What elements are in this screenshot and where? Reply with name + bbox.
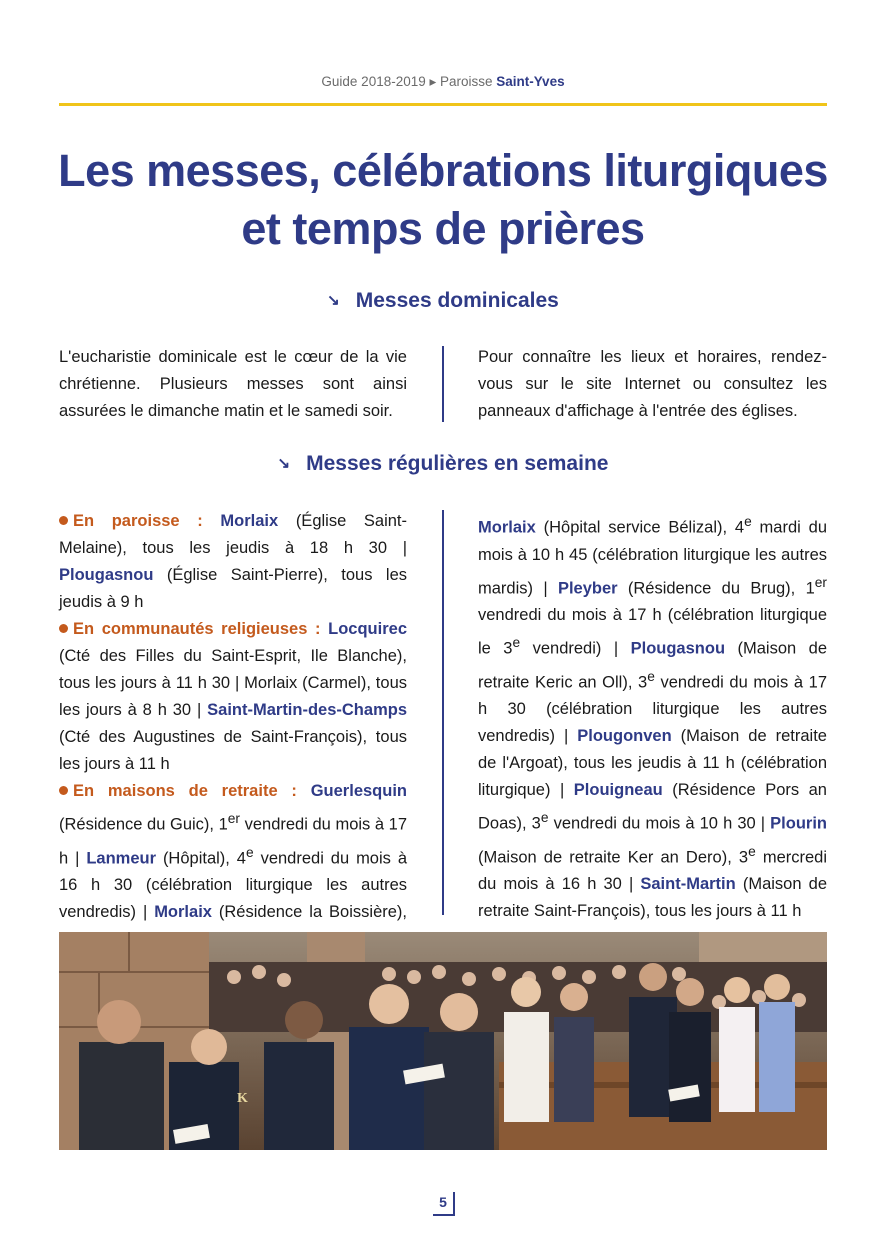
place-name: Morlaix (220, 512, 279, 530)
place-name: Lanmeur (86, 849, 157, 867)
schedule-text: (Maison de retraite Saint-François), tous les jours à 11 h (478, 875, 827, 920)
semaine-left-column (59, 508, 407, 960)
schedule-text: (Église Saint-Pierre), tous les jeudis à 9 h (59, 566, 407, 611)
place-name: Locquirec (328, 620, 407, 638)
place-name: Morlaix (478, 518, 536, 537)
place-name: Saint-Martin (640, 875, 736, 893)
schedule-text: vendredi du mois à 16 h 30 (célébration liturgique les autres vendredis) | (59, 849, 408, 921)
paragraph-paroisse (59, 508, 407, 616)
section-heading-dominicales (0, 289, 886, 313)
dominicales-left-text: L'eucharistie dominicale est le cœur de la vie chrétienne. Plusieurs messes sont ainsi assurées le dimanche matin et le samedi soir. (59, 348, 407, 420)
ordinal-suffix: e (647, 668, 655, 684)
ordinal-suffix: e (512, 635, 521, 650)
ordinal-suffix: e (540, 810, 549, 825)
schedule-text: (Cté des Filles du Saint-Esprit, Ile Blanche), tous les jours à 11 h 30 | Morlaix (Carmel), tous les jours à 8 h 30 | (59, 647, 407, 719)
bullet-icon (59, 624, 68, 633)
title-line-1: Les messes, célébrations liturgiques (58, 145, 828, 196)
header-rule (59, 103, 827, 106)
category-label: En communautés religieuses : (73, 620, 329, 638)
ordinal-suffix: e (748, 843, 756, 859)
place-name: Plougonven (577, 727, 672, 745)
photo-illustration (59, 932, 827, 1150)
bullet-icon (59, 516, 68, 525)
place-name: Morlaix (154, 903, 212, 921)
page-title (40, 142, 846, 258)
schedule-text: vendredi) | (520, 639, 631, 658)
place-name: Guerlesquin (310, 782, 407, 800)
dominicales-right-text: Pour connaître les lieux et horaires, rendez-vous sur le site Internet ou consultez les panneaux d'affichage à l'entrée des églises. (478, 348, 827, 420)
church-congregation-photo (59, 932, 827, 1150)
category-label: En maisons de retraite : (73, 782, 311, 800)
schedule-text: (Maison de retraite de l'Argoat), tous les jeudis à 11 h (célébration liturgique) | (478, 727, 827, 799)
schedule-text: (Cté des Augustines de Saint-François), tous les jours à 11 h (59, 728, 407, 773)
schedule-text: (Église Saint-Melaine), tous les jeudis à 18 h 30 | (59, 512, 407, 557)
bullet-icon (59, 786, 68, 795)
place-name: Plougasnou (59, 566, 154, 584)
schedule-text: (Hôpital service Bélizal), 4 (535, 518, 745, 537)
ordinal-suffix: e (744, 514, 752, 529)
column-divider (442, 346, 444, 422)
arrow-down-right-icon: ↘ (277, 455, 291, 472)
section-heading-semaine (0, 452, 886, 476)
title-line-2: et temps de prières (241, 203, 645, 254)
schedule-text: (Résidence du Guic), 1 (59, 815, 228, 834)
semaine-right-column (478, 508, 827, 925)
schedule-text: vendredi du mois à 17 h 30 (célébration liturgique les autres vendredis) | (478, 673, 827, 745)
header-guide: Guide 2018-2019 ▸ Paroisse (321, 74, 497, 89)
schedule-text: vendredi du mois à 17 h | (59, 815, 407, 867)
schedule-text: vendredi du mois à 10 h 30 | (548, 814, 771, 833)
paragraph-communautes (59, 616, 407, 778)
place-name: Plougasnou (630, 639, 726, 658)
page-header (0, 74, 886, 90)
schedule-text: (Résidence la Boissière), (218, 903, 407, 921)
jersey-letter: K (237, 1091, 248, 1106)
place-name: Plourin (770, 814, 828, 833)
category-label: En paroisse : (73, 512, 221, 530)
arrow-down-right-icon: ↘ (327, 292, 340, 309)
header-parish: Saint-Yves (496, 74, 565, 89)
schedule-text: mercredi du mois à 16 h 30 | (478, 848, 828, 893)
schedule-text: vendredi du mois à 17 h (célébration liturgique le 3 (478, 606, 827, 658)
schedule-text: (Résidence du Brug), 1 (617, 579, 815, 597)
page-number: 5 (433, 1192, 455, 1216)
section-label: Messes dominicales (355, 289, 559, 312)
schedule-text: (Hôpital), 4 (156, 849, 246, 867)
ordinal-suffix: e (245, 844, 254, 860)
section-label: Messes régulières en semaine (306, 452, 609, 475)
place-name: Pleyber (557, 579, 618, 597)
place-name: Plouigneau (573, 781, 663, 799)
schedule-text: (Résidence Pors an Doas), 3 (478, 781, 827, 833)
schedule-text: (Maison de retraite Keric an Oll), 3 (478, 639, 827, 691)
schedule-text: mardi du mois à 10 h 45 (célébration liturgique les autres mardis) | (478, 518, 827, 597)
schedule-text: (Maison de retraite Ker an Dero), 3 (478, 848, 749, 866)
column-divider (442, 510, 444, 915)
ordinal-suffix: er (227, 811, 241, 826)
ordinal-suffix: er (814, 574, 827, 590)
place-name: Saint-Martin-des-Champs (207, 701, 407, 719)
